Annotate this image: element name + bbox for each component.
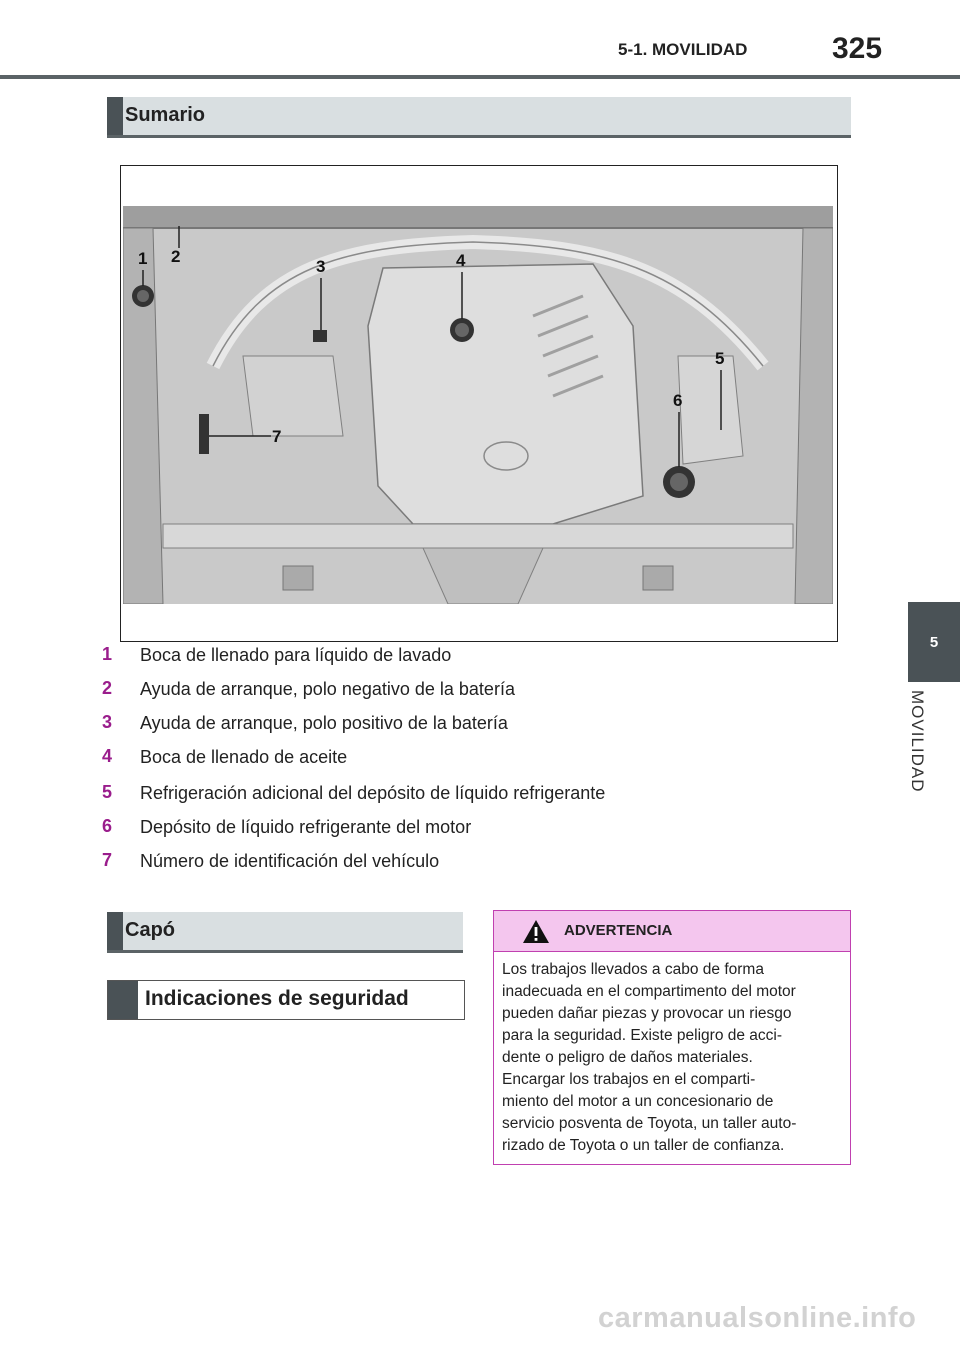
legend-number: 6: [102, 816, 113, 836]
legend-text: Boca de llenado de aceite: [140, 747, 348, 767]
legend-number: 1: [102, 644, 113, 664]
warning-label: ADVERTENCIA: [564, 922, 673, 939]
warning-line: para la seguridad. Existe peligro de acci-: [502, 1027, 783, 1044]
subsection-header-bar: [108, 981, 138, 1019]
warning-box: [493, 910, 851, 1165]
legend-number: 7: [102, 850, 113, 870]
seguridad-title: Indicaciones de seguridad: [145, 987, 409, 1010]
warning-body: [502, 959, 846, 1157]
sumario-section-header: [107, 97, 851, 138]
chapter-side-label: [893, 690, 933, 820]
capo-section-header: [107, 912, 463, 953]
section-header-bar: [107, 97, 123, 135]
warning-line: inadecuada en el compartimento del motor: [502, 983, 796, 1000]
legend-number: 3: [102, 712, 113, 732]
warning-line: miento del motor a un concesionario de: [502, 1093, 774, 1110]
legend-text: Número de identificación del vehículo: [140, 851, 440, 871]
engine-figure: [120, 165, 838, 642]
chapter-tab[interactable]: [908, 602, 960, 682]
legend-number: 4: [102, 746, 113, 766]
watermark: carmanualsonline.info: [598, 1302, 917, 1334]
chapter-label: MOVILIDAD: [908, 690, 927, 793]
callout-5: 5: [715, 349, 725, 368]
warning-line: pueden dañar piezas y provocar un riesgo: [502, 1005, 792, 1022]
warning-line: Encargar los trabajos en el comparti-: [502, 1071, 756, 1088]
capo-title: Capó: [125, 919, 175, 941]
chapter-number: 5: [929, 634, 939, 651]
section-header-bar: [107, 912, 123, 950]
section-label: 5-1. MOVILIDAD: [618, 40, 748, 59]
sumario-title: Sumario: [125, 104, 206, 126]
legend-number: 5: [102, 782, 113, 802]
warning-line: Los trabajos llevados a cabo de forma: [502, 961, 764, 978]
callout-2: 2: [171, 247, 181, 266]
callout-1: 1: [138, 249, 148, 268]
warning-triangle-icon: [522, 919, 550, 944]
legend-text: Refrigeración adicional del depósito de líquido refrigerante: [140, 783, 606, 803]
warning-line: rizado de Toyota o un taller de confianza.: [502, 1137, 785, 1154]
seguridad-subsection-header: [107, 980, 465, 1020]
page-number: 325: [832, 32, 883, 65]
warning-line: servicio posventa de Toyota, un taller auto-: [502, 1115, 797, 1132]
callout-3: 3: [316, 257, 326, 276]
callout-6: 6: [673, 391, 683, 410]
legend-number: 2: [102, 678, 113, 698]
header-rule: [0, 75, 960, 79]
legend-text: Depósito de líquido refrigerante del motor: [140, 817, 472, 837]
engine-bay-illustration: [123, 206, 833, 604]
callout-7: 7: [272, 427, 282, 446]
legend-text: Ayuda de arranque, polo positivo de la batería: [140, 713, 508, 733]
legend-text: Ayuda de arranque, polo negativo de la batería: [140, 679, 515, 699]
warning-header: [494, 911, 850, 952]
callout-4: 4: [456, 251, 466, 270]
legend-text: Boca de llenado para líquido de lavado: [140, 645, 452, 665]
warning-line: dente o peligro de daños materiales.: [502, 1049, 753, 1066]
